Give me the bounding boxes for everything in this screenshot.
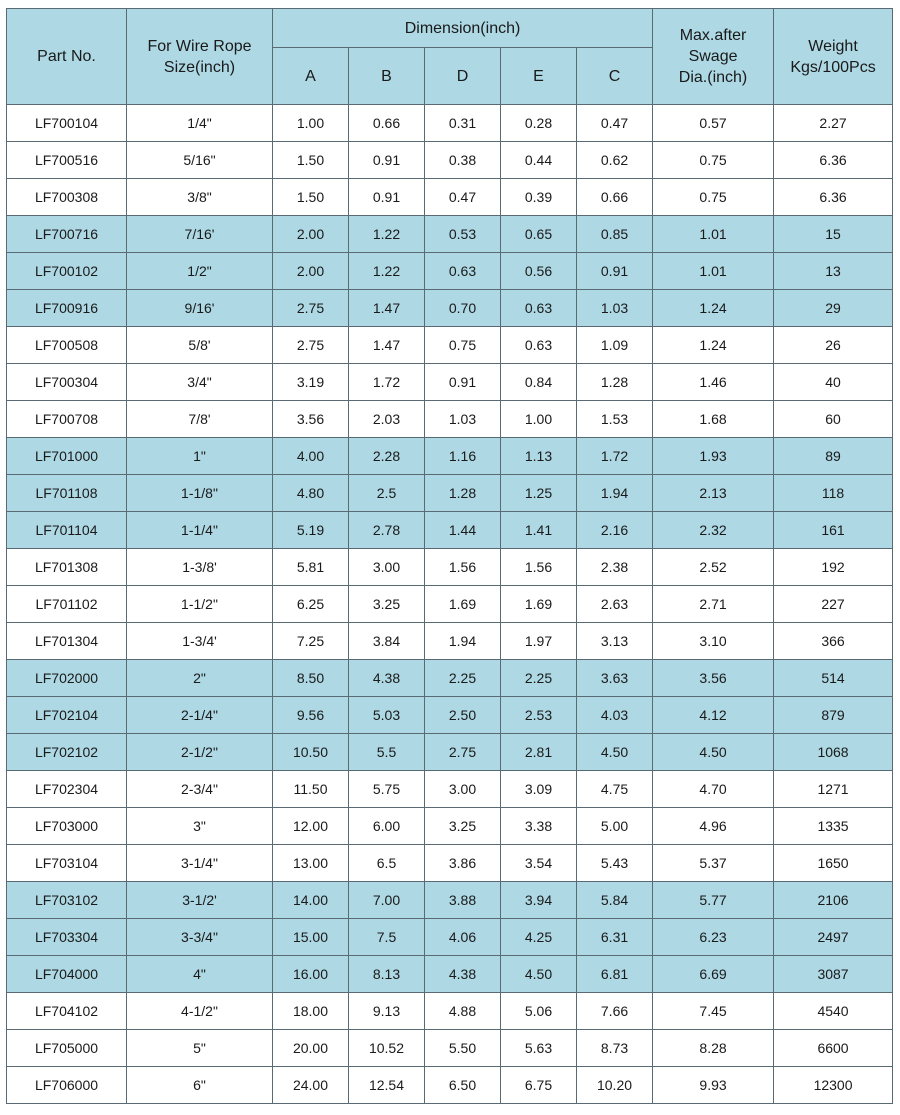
cell-dim-b: 3.84 xyxy=(349,623,425,660)
cell-part-no: LF700304 xyxy=(7,364,127,401)
table-row xyxy=(7,401,893,438)
cell-dim-d: 6.50 xyxy=(425,1067,501,1104)
table-row xyxy=(7,475,893,512)
cell-dim-d: 2.25 xyxy=(425,660,501,697)
cell-wire-rope-size: 3/8" xyxy=(127,179,273,216)
cell-max-swage-dia: 4.96 xyxy=(653,808,774,845)
cell-part-no: LF701102 xyxy=(7,586,127,623)
cell-dim-d: 1.56 xyxy=(425,549,501,586)
header-dimension: Dimension(inch) xyxy=(273,9,653,48)
header-dim-d: D xyxy=(425,48,501,105)
cell-part-no: LF700516 xyxy=(7,142,127,179)
header-weight xyxy=(774,9,893,105)
cell-dim-d: 3.86 xyxy=(425,845,501,882)
cell-dim-a: 1.50 xyxy=(273,179,349,216)
cell-dim-e: 2.81 xyxy=(501,734,577,771)
table-row xyxy=(7,882,893,919)
cell-weight: 6600 xyxy=(774,1030,893,1067)
cell-dim-d: 0.47 xyxy=(425,179,501,216)
cell-wire-rope-size: 1" xyxy=(127,438,273,475)
cell-dim-e: 0.39 xyxy=(501,179,577,216)
cell-dim-e: 2.25 xyxy=(501,660,577,697)
cell-max-swage-dia: 1.01 xyxy=(653,216,774,253)
header-max-line-3: Dia.(inch) xyxy=(678,69,748,86)
cell-dim-c: 1.94 xyxy=(577,475,653,512)
cell-dim-b: 6.5 xyxy=(349,845,425,882)
cell-dim-b: 7.5 xyxy=(349,919,425,956)
cell-weight: 15 xyxy=(774,216,893,253)
cell-dim-b: 9.13 xyxy=(349,993,425,1030)
cell-dim-c: 1.03 xyxy=(577,290,653,327)
header-dim-b: B xyxy=(349,48,425,105)
cell-part-no: LF703102 xyxy=(7,882,127,919)
cell-part-no: LF701308 xyxy=(7,549,127,586)
cell-dim-a: 5.81 xyxy=(273,549,349,586)
cell-dim-b: 12.54 xyxy=(349,1067,425,1104)
cell-dim-d: 1.44 xyxy=(425,512,501,549)
header-dim-c: C xyxy=(577,48,653,105)
cell-dim-d: 0.91 xyxy=(425,364,501,401)
cell-dim-a: 6.25 xyxy=(273,586,349,623)
cell-dim-d: 5.50 xyxy=(425,1030,501,1067)
cell-dim-a: 16.00 xyxy=(273,956,349,993)
header-dim-a: A xyxy=(273,48,349,105)
cell-weight: 366 xyxy=(774,623,893,660)
table-body xyxy=(7,105,893,1104)
cell-wire-rope-size: 1-1/8" xyxy=(127,475,273,512)
cell-dim-c: 1.72 xyxy=(577,438,653,475)
cell-part-no: LF702104 xyxy=(7,697,127,734)
cell-max-swage-dia: 2.32 xyxy=(653,512,774,549)
table-row xyxy=(7,845,893,882)
cell-weight: 879 xyxy=(774,697,893,734)
table-row xyxy=(7,549,893,586)
table-row xyxy=(7,660,893,697)
cell-max-swage-dia: 6.23 xyxy=(653,919,774,956)
table-row xyxy=(7,956,893,993)
cell-dim-d: 0.38 xyxy=(425,142,501,179)
cell-dim-a: 9.56 xyxy=(273,697,349,734)
cell-max-swage-dia: 3.10 xyxy=(653,623,774,660)
table-row xyxy=(7,1030,893,1067)
cell-max-swage-dia: 6.69 xyxy=(653,956,774,993)
cell-wire-rope-size: 2-1/2" xyxy=(127,734,273,771)
cell-wire-rope-size: 3-1/4" xyxy=(127,845,273,882)
cell-dim-c: 0.47 xyxy=(577,105,653,142)
cell-dim-b: 5.5 xyxy=(349,734,425,771)
cell-dim-e: 0.65 xyxy=(501,216,577,253)
table-row xyxy=(7,142,893,179)
cell-part-no: LF701108 xyxy=(7,475,127,512)
table-row xyxy=(7,808,893,845)
cell-wire-rope-size: 3-3/4" xyxy=(127,919,273,956)
cell-weight: 3087 xyxy=(774,956,893,993)
header-weight-line-2: Kgs/100Pcs xyxy=(790,58,876,76)
cell-max-swage-dia: 2.71 xyxy=(653,586,774,623)
header-max-line-1: Max.after xyxy=(679,27,747,44)
cell-dim-d: 0.63 xyxy=(425,253,501,290)
cell-wire-rope-size: 1-3/4' xyxy=(127,623,273,660)
cell-dim-b: 3.00 xyxy=(349,549,425,586)
cell-dim-a: 4.80 xyxy=(273,475,349,512)
cell-dim-e: 3.09 xyxy=(501,771,577,808)
cell-dim-b: 6.00 xyxy=(349,808,425,845)
cell-part-no: LF700716 xyxy=(7,216,127,253)
cell-dim-a: 12.00 xyxy=(273,808,349,845)
cell-dim-c: 4.75 xyxy=(577,771,653,808)
cell-dim-d: 1.16 xyxy=(425,438,501,475)
cell-weight: 2.27 xyxy=(774,105,893,142)
cell-dim-a: 5.19 xyxy=(273,512,349,549)
cell-max-swage-dia: 0.75 xyxy=(653,179,774,216)
cell-dim-e: 1.25 xyxy=(501,475,577,512)
cell-dim-a: 15.00 xyxy=(273,919,349,956)
cell-wire-rope-size: 4" xyxy=(127,956,273,993)
cell-dim-d: 1.69 xyxy=(425,586,501,623)
cell-dim-b: 3.25 xyxy=(349,586,425,623)
cell-dim-a: 10.50 xyxy=(273,734,349,771)
cell-dim-b: 0.91 xyxy=(349,179,425,216)
cell-dim-d: 2.50 xyxy=(425,697,501,734)
cell-dim-a: 1.50 xyxy=(273,142,349,179)
cell-weight: 26 xyxy=(774,327,893,364)
cell-max-swage-dia: 0.75 xyxy=(653,142,774,179)
cell-dim-c: 4.03 xyxy=(577,697,653,734)
cell-dim-c: 5.84 xyxy=(577,882,653,919)
table-row xyxy=(7,623,893,660)
cell-dim-c: 1.09 xyxy=(577,327,653,364)
cell-dim-b: 2.28 xyxy=(349,438,425,475)
cell-dim-e: 1.13 xyxy=(501,438,577,475)
cell-max-swage-dia: 3.56 xyxy=(653,660,774,697)
cell-dim-a: 3.56 xyxy=(273,401,349,438)
cell-dim-a: 18.00 xyxy=(273,993,349,1030)
cell-dim-d: 4.38 xyxy=(425,956,501,993)
cell-dim-b: 1.22 xyxy=(349,216,425,253)
cell-dim-d: 4.88 xyxy=(425,993,501,1030)
cell-dim-c: 0.91 xyxy=(577,253,653,290)
cell-dim-b: 1.47 xyxy=(349,327,425,364)
cell-dim-c: 2.38 xyxy=(577,549,653,586)
cell-weight: 161 xyxy=(774,512,893,549)
cell-dim-a: 3.19 xyxy=(273,364,349,401)
table-row xyxy=(7,179,893,216)
cell-dim-e: 6.75 xyxy=(501,1067,577,1104)
table-row xyxy=(7,993,893,1030)
cell-part-no: LF700916 xyxy=(7,290,127,327)
cell-dim-b: 2.5 xyxy=(349,475,425,512)
cell-dim-c: 3.13 xyxy=(577,623,653,660)
cell-weight: 2106 xyxy=(774,882,893,919)
cell-dim-c: 1.28 xyxy=(577,364,653,401)
cell-wire-rope-size: 1-1/4" xyxy=(127,512,273,549)
cell-max-swage-dia: 1.24 xyxy=(653,290,774,327)
header-dim-e: E xyxy=(501,48,577,105)
cell-dim-c: 7.66 xyxy=(577,993,653,1030)
cell-max-swage-dia: 9.93 xyxy=(653,1067,774,1104)
cell-dim-a: 8.50 xyxy=(273,660,349,697)
cell-wire-rope-size: 1-3/8' xyxy=(127,549,273,586)
cell-weight: 6.36 xyxy=(774,179,893,216)
cell-part-no: LF706000 xyxy=(7,1067,127,1104)
cell-max-swage-dia: 2.52 xyxy=(653,549,774,586)
cell-dim-e: 4.50 xyxy=(501,956,577,993)
cell-part-no: LF701104 xyxy=(7,512,127,549)
table-header xyxy=(7,9,893,105)
table-row xyxy=(7,327,893,364)
cell-dim-e: 1.69 xyxy=(501,586,577,623)
cell-weight: 514 xyxy=(774,660,893,697)
header-max-line-2: Swage xyxy=(688,48,738,65)
cell-dim-b: 2.03 xyxy=(349,401,425,438)
cell-wire-rope-size: 5" xyxy=(127,1030,273,1067)
cell-weight: 4540 xyxy=(774,993,893,1030)
cell-max-swage-dia: 1.93 xyxy=(653,438,774,475)
cell-wire-rope-size: 3" xyxy=(127,808,273,845)
cell-dim-c: 8.73 xyxy=(577,1030,653,1067)
cell-dim-e: 3.94 xyxy=(501,882,577,919)
cell-weight: 13 xyxy=(774,253,893,290)
cell-dim-a: 2.00 xyxy=(273,216,349,253)
cell-dim-d: 0.70 xyxy=(425,290,501,327)
cell-dim-a: 2.00 xyxy=(273,253,349,290)
cell-wire-rope-size: 2-3/4" xyxy=(127,771,273,808)
cell-dim-e: 3.54 xyxy=(501,845,577,882)
cell-part-no: LF701000 xyxy=(7,438,127,475)
cell-weight: 29 xyxy=(774,290,893,327)
cell-max-swage-dia: 5.37 xyxy=(653,845,774,882)
cell-weight: 1650 xyxy=(774,845,893,882)
cell-dim-c: 4.50 xyxy=(577,734,653,771)
cell-dim-c: 6.31 xyxy=(577,919,653,956)
cell-dim-c: 0.66 xyxy=(577,179,653,216)
cell-dim-d: 1.28 xyxy=(425,475,501,512)
cell-wire-rope-size: 2" xyxy=(127,660,273,697)
cell-wire-rope-size: 1-1/2" xyxy=(127,586,273,623)
cell-dim-d: 2.75 xyxy=(425,734,501,771)
cell-dim-e: 1.41 xyxy=(501,512,577,549)
cell-dim-b: 0.66 xyxy=(349,105,425,142)
cell-wire-rope-size: 1/4" xyxy=(127,105,273,142)
cell-dim-a: 4.00 xyxy=(273,438,349,475)
cell-dim-b: 5.75 xyxy=(349,771,425,808)
cell-dim-b: 4.38 xyxy=(349,660,425,697)
cell-part-no: LF700308 xyxy=(7,179,127,216)
cell-wire-rope-size: 1/2" xyxy=(127,253,273,290)
cell-dim-c: 2.63 xyxy=(577,586,653,623)
table-row xyxy=(7,771,893,808)
table-row xyxy=(7,697,893,734)
cell-dim-d: 0.75 xyxy=(425,327,501,364)
cell-max-swage-dia: 4.50 xyxy=(653,734,774,771)
cell-max-swage-dia: 1.24 xyxy=(653,327,774,364)
cell-weight: 89 xyxy=(774,438,893,475)
cell-weight: 227 xyxy=(774,586,893,623)
cell-weight: 40 xyxy=(774,364,893,401)
cell-dim-e: 3.38 xyxy=(501,808,577,845)
cell-dim-e: 2.53 xyxy=(501,697,577,734)
cell-weight: 6.36 xyxy=(774,142,893,179)
cell-part-no: LF705000 xyxy=(7,1030,127,1067)
cell-max-swage-dia: 1.46 xyxy=(653,364,774,401)
cell-dim-e: 0.56 xyxy=(501,253,577,290)
cell-wire-rope-size: 7/8' xyxy=(127,401,273,438)
cell-dim-a: 2.75 xyxy=(273,290,349,327)
cell-dim-d: 0.31 xyxy=(425,105,501,142)
cell-dim-e: 1.56 xyxy=(501,549,577,586)
table-row xyxy=(7,253,893,290)
cell-part-no: LF701304 xyxy=(7,623,127,660)
cell-dim-a: 11.50 xyxy=(273,771,349,808)
cell-wire-rope-size: 4-1/2" xyxy=(127,993,273,1030)
cell-part-no: LF703104 xyxy=(7,845,127,882)
cell-max-swage-dia: 1.01 xyxy=(653,253,774,290)
header-max-swage-dia xyxy=(653,9,774,105)
cell-dim-c: 2.16 xyxy=(577,512,653,549)
cell-dim-c: 0.85 xyxy=(577,216,653,253)
cell-dim-b: 1.22 xyxy=(349,253,425,290)
cell-dim-c: 6.81 xyxy=(577,956,653,993)
header-wire-rope-line-2: Size(inch) xyxy=(163,58,236,76)
cell-dim-a: 14.00 xyxy=(273,882,349,919)
cell-dim-e: 0.44 xyxy=(501,142,577,179)
cell-dim-b: 10.52 xyxy=(349,1030,425,1067)
cell-dim-c: 1.53 xyxy=(577,401,653,438)
cell-part-no: LF700104 xyxy=(7,105,127,142)
cell-dim-a: 2.75 xyxy=(273,327,349,364)
cell-wire-rope-size: 3-1/2' xyxy=(127,882,273,919)
table-row xyxy=(7,512,893,549)
cell-max-swage-dia: 4.12 xyxy=(653,697,774,734)
cell-dim-b: 7.00 xyxy=(349,882,425,919)
cell-weight: 1068 xyxy=(774,734,893,771)
cell-dim-b: 8.13 xyxy=(349,956,425,993)
cell-wire-rope-size: 5/8' xyxy=(127,327,273,364)
cell-part-no: LF704000 xyxy=(7,956,127,993)
header-wire-rope-line-1: For Wire Rope xyxy=(147,37,252,55)
cell-part-no: LF702102 xyxy=(7,734,127,771)
cell-dim-d: 3.00 xyxy=(425,771,501,808)
cell-dim-c: 10.20 xyxy=(577,1067,653,1104)
cell-wire-rope-size: 2-1/4" xyxy=(127,697,273,734)
table-row xyxy=(7,734,893,771)
cell-max-swage-dia: 0.57 xyxy=(653,105,774,142)
cell-weight: 1271 xyxy=(774,771,893,808)
cell-max-swage-dia: 8.28 xyxy=(653,1030,774,1067)
spec-table xyxy=(6,8,893,1104)
cell-dim-d: 3.25 xyxy=(425,808,501,845)
cell-max-swage-dia: 4.70 xyxy=(653,771,774,808)
cell-max-swage-dia: 2.13 xyxy=(653,475,774,512)
cell-dim-e: 0.63 xyxy=(501,327,577,364)
cell-dim-e: 5.63 xyxy=(501,1030,577,1067)
cell-dim-b: 0.91 xyxy=(349,142,425,179)
cell-dim-b: 1.47 xyxy=(349,290,425,327)
cell-wire-rope-size: 5/16" xyxy=(127,142,273,179)
cell-wire-rope-size: 3/4" xyxy=(127,364,273,401)
cell-max-swage-dia: 7.45 xyxy=(653,993,774,1030)
cell-weight: 12300 xyxy=(774,1067,893,1104)
cell-part-no: LF700708 xyxy=(7,401,127,438)
table-row xyxy=(7,586,893,623)
cell-max-swage-dia: 5.77 xyxy=(653,882,774,919)
cell-weight: 118 xyxy=(774,475,893,512)
cell-dim-c: 0.62 xyxy=(577,142,653,179)
cell-dim-e: 5.06 xyxy=(501,993,577,1030)
cell-dim-a: 13.00 xyxy=(273,845,349,882)
cell-wire-rope-size: 6" xyxy=(127,1067,273,1104)
cell-weight: 60 xyxy=(774,401,893,438)
cell-max-swage-dia: 1.68 xyxy=(653,401,774,438)
header-weight-line-1: Weight xyxy=(808,37,858,55)
cell-dim-d: 3.88 xyxy=(425,882,501,919)
cell-dim-c: 5.43 xyxy=(577,845,653,882)
header-part-no: Part No. xyxy=(7,9,127,105)
cell-dim-c: 5.00 xyxy=(577,808,653,845)
table-row xyxy=(7,919,893,956)
cell-dim-d: 1.94 xyxy=(425,623,501,660)
table-row xyxy=(7,216,893,253)
cell-dim-d: 0.53 xyxy=(425,216,501,253)
cell-dim-e: 4.25 xyxy=(501,919,577,956)
table-row xyxy=(7,438,893,475)
table-row xyxy=(7,290,893,327)
cell-part-no: LF702000 xyxy=(7,660,127,697)
header-wire-rope-size xyxy=(127,9,273,105)
cell-weight: 2497 xyxy=(774,919,893,956)
table-row xyxy=(7,1067,893,1104)
cell-dim-d: 4.06 xyxy=(425,919,501,956)
cell-part-no: LF700508 xyxy=(7,327,127,364)
cell-dim-b: 1.72 xyxy=(349,364,425,401)
cell-dim-e: 1.97 xyxy=(501,623,577,660)
cell-dim-e: 0.84 xyxy=(501,364,577,401)
cell-weight: 1335 xyxy=(774,808,893,845)
cell-wire-rope-size: 7/16' xyxy=(127,216,273,253)
cell-dim-e: 1.00 xyxy=(501,401,577,438)
cell-part-no: LF704102 xyxy=(7,993,127,1030)
cell-dim-a: 20.00 xyxy=(273,1030,349,1067)
cell-dim-e: 0.63 xyxy=(501,290,577,327)
cell-dim-b: 2.78 xyxy=(349,512,425,549)
cell-dim-e: 0.28 xyxy=(501,105,577,142)
cell-dim-a: 24.00 xyxy=(273,1067,349,1104)
cell-dim-a: 7.25 xyxy=(273,623,349,660)
cell-part-no: LF700102 xyxy=(7,253,127,290)
table-row xyxy=(7,105,893,142)
cell-dim-a: 1.00 xyxy=(273,105,349,142)
table-row xyxy=(7,364,893,401)
cell-wire-rope-size: 9/16' xyxy=(127,290,273,327)
cell-part-no: LF703000 xyxy=(7,808,127,845)
cell-dim-b: 5.03 xyxy=(349,697,425,734)
cell-dim-d: 1.03 xyxy=(425,401,501,438)
cell-weight: 192 xyxy=(774,549,893,586)
cell-part-no: LF703304 xyxy=(7,919,127,956)
cell-dim-c: 3.63 xyxy=(577,660,653,697)
cell-part-no: LF702304 xyxy=(7,771,127,808)
